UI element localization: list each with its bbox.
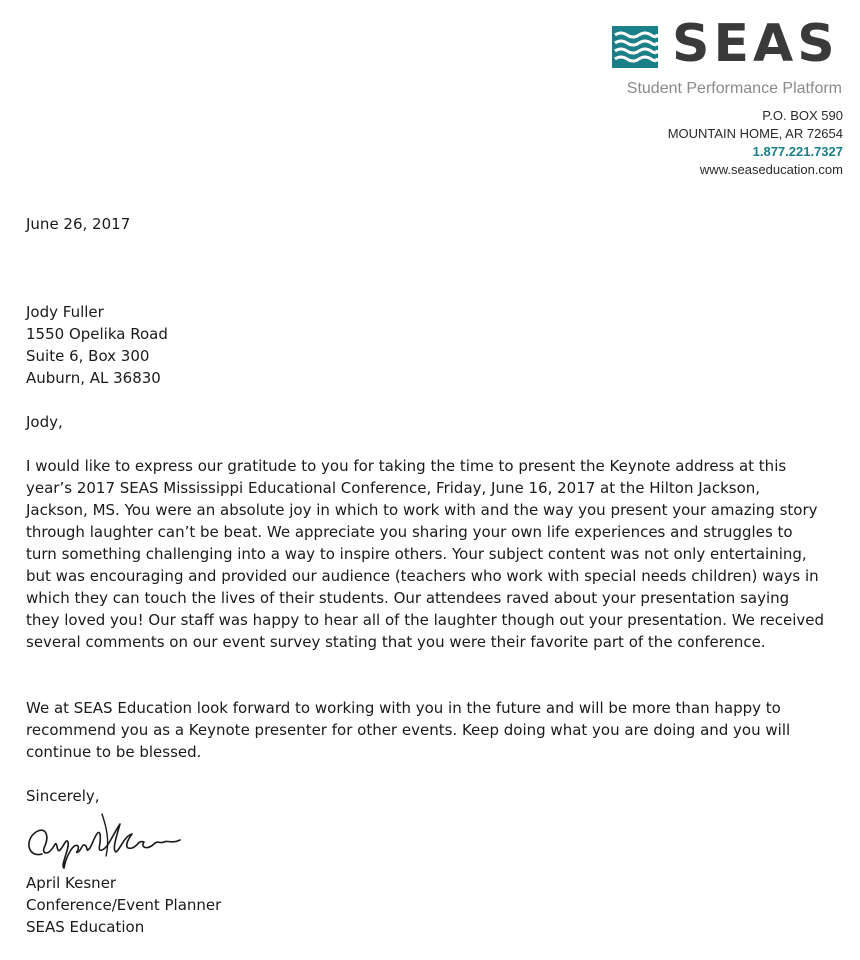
recipient-name: Jody Fuller	[26, 303, 104, 321]
letter-date: June 26, 2017	[26, 215, 131, 233]
recipient-address	[26, 301, 826, 389]
body-paragraph-1: I would like to express our gratitude to you for taking the time to present the Keynote address at this year’s 2017 SEAS Mississippi Educational Conference, Friday, June 16, 2017 at the Hilton Jackson, Jackson, MS. You were an absolute joy in which to work with and the way you present your amazing story through laughter can’t be beat. We appreciate you sharing your own life experiences and struggles to turn something challenging into a way to inspire others. Your subject content was not only entertaining, but was encouraging and provided our audience (teachers who work with special needs children) ways in which they can touch the lives of their students. Our attendees raved about your presentation saying they loved you! Our staff was happy to hear all of the laughter though out your presentation. We received several comments on our event survey stating that you were their favorite part of the conference.	[26, 457, 825, 651]
signer-block	[26, 872, 826, 938]
website: www.seaseducation.com	[699, 162, 843, 177]
letterhead	[0, 0, 860, 190]
recipient-suite: Suite 6, Box 300	[26, 347, 150, 365]
wave-logo-icon	[612, 26, 658, 68]
body-paragraph-2: We at SEAS Education look forward to working with you in the future and will be more than happy to recommend you as a Keynote presenter for other events. Keep doing what you are doing and you will continue to be blessed.	[26, 699, 791, 761]
phone-number: 1.877.221.7327	[752, 144, 843, 159]
signer-organization: SEAS Education	[26, 918, 145, 936]
po-box: P.O. BOX 590	[762, 108, 843, 123]
signer-name: April Kesner	[26, 874, 117, 892]
recipient-city: Auburn, AL 36830	[26, 369, 161, 387]
handwritten-signature-icon	[20, 806, 190, 872]
salutation: Jody,	[26, 413, 63, 431]
recipient-street: 1550 Opelika Road	[26, 325, 168, 343]
brand-name: SEAS	[672, 14, 839, 74]
closing: Sincerely,	[26, 787, 100, 805]
city-line: MOUNTAIN HOME, AR 72654	[667, 126, 843, 141]
seas-logo	[612, 14, 852, 76]
tagline: Student Performance Platform	[626, 80, 842, 97]
signer-title: Conference/Event Planner	[26, 896, 222, 914]
